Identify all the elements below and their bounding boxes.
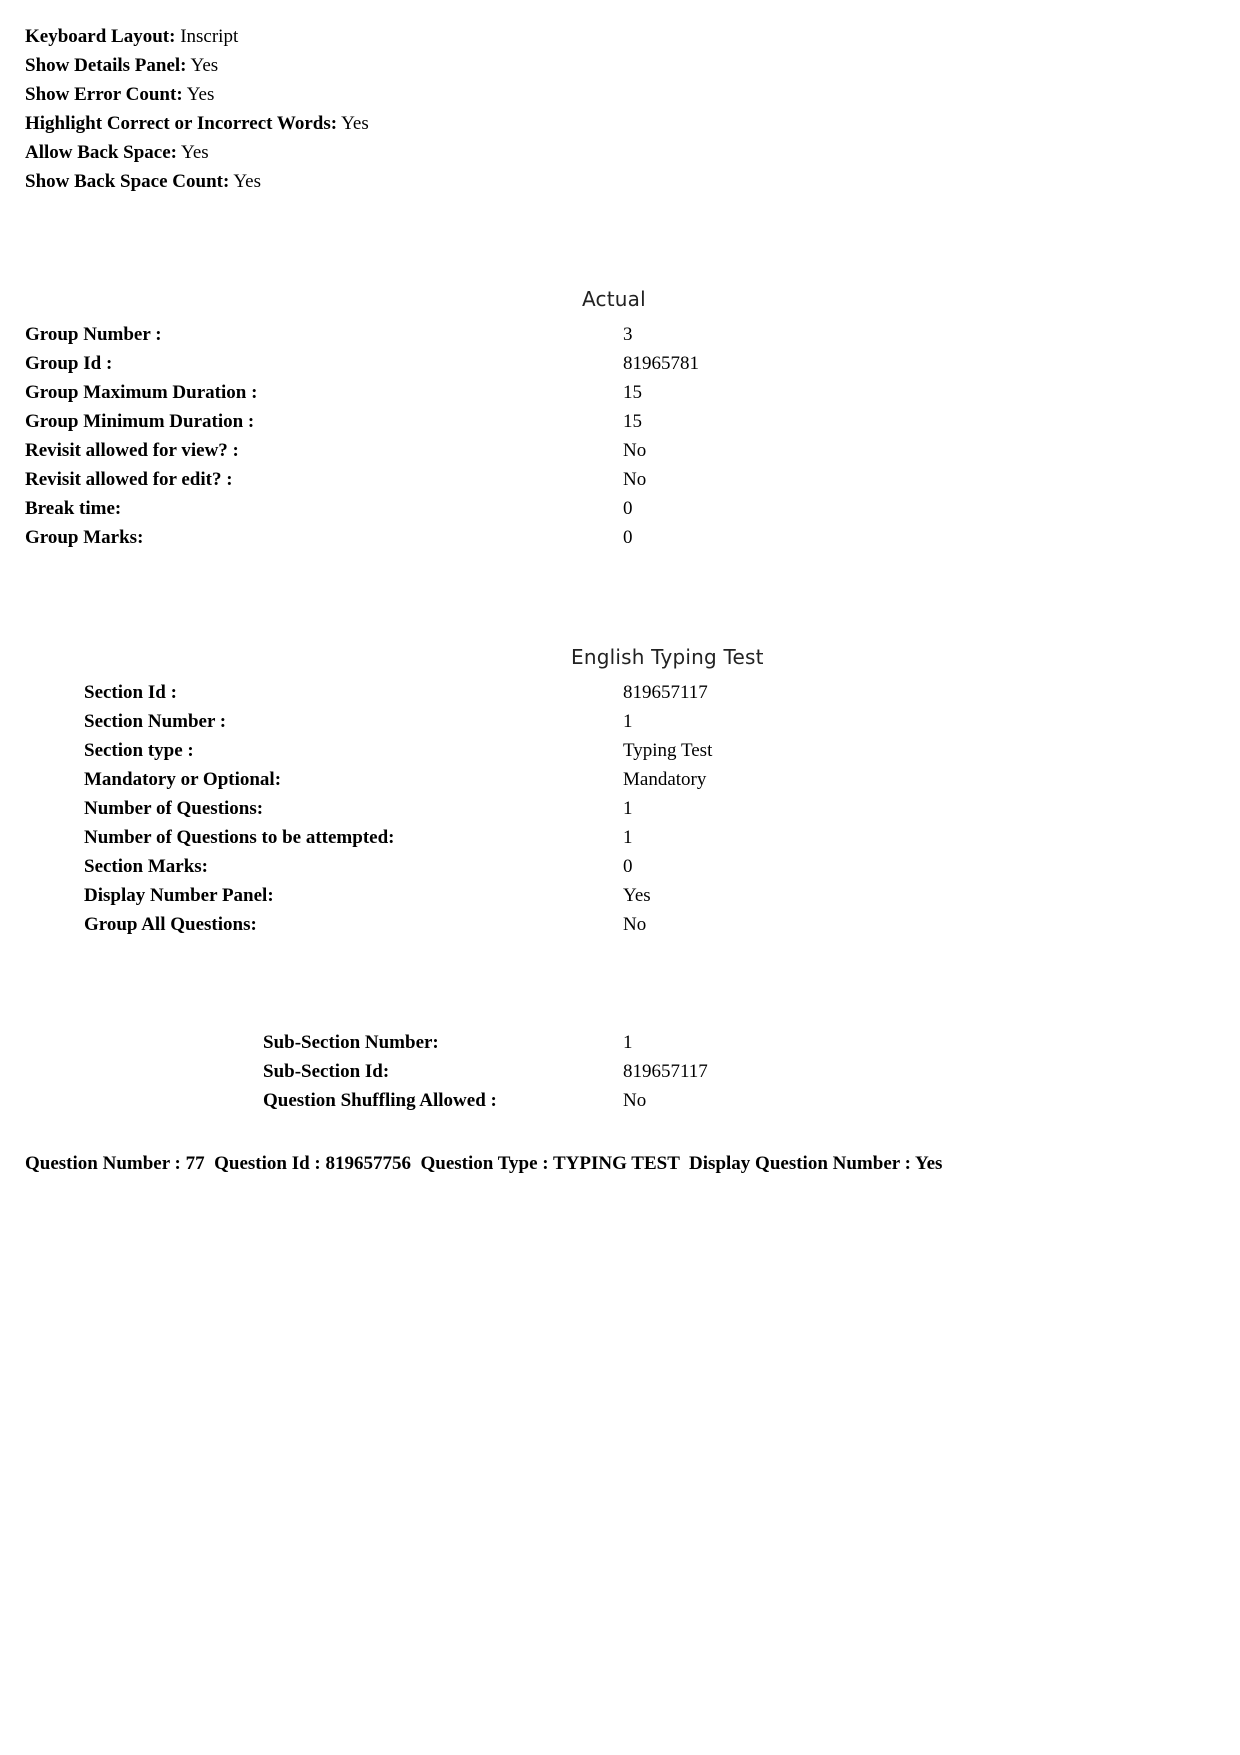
row-label: Sub-Section Id:: [263, 1061, 390, 1082]
setting-value: Yes: [181, 142, 209, 163]
question-info-line: Question Number : 77 Question Id : 819657756 Question Type : TYPING TEST Display Question Number : Yes: [25, 1153, 943, 1174]
setting-show-back-space-count: [25, 169, 261, 195]
setting-label: Keyboard Layout:: [25, 26, 176, 47]
row-value: 81965781: [623, 353, 699, 374]
row-label: Group Marks:: [25, 527, 144, 548]
row-value: 0: [623, 527, 633, 548]
setting-value: Yes: [341, 113, 369, 134]
row-label: Break time:: [25, 498, 122, 519]
row-value: Yes: [623, 885, 651, 906]
group-heading: Actual: [582, 287, 646, 311]
row-value: 1: [623, 1032, 633, 1053]
setting-value: Yes: [190, 55, 219, 76]
row-value: 15: [623, 411, 642, 432]
row-label: Mandatory or Optional:: [84, 769, 282, 790]
row-value: 15: [623, 382, 642, 403]
row-value: No: [623, 914, 647, 935]
setting-show-error-count: [25, 82, 214, 108]
row-label: Group Maximum Duration :: [25, 382, 258, 403]
row-value: Typing Test: [623, 740, 713, 761]
setting-value: Yes: [233, 171, 261, 192]
row-label: Section Marks:: [84, 856, 209, 877]
setting-label: Show Details Panel:: [25, 55, 187, 76]
section-heading: English Typing Test: [571, 645, 764, 669]
row-value: 0: [623, 856, 633, 877]
row-value: 1: [623, 711, 633, 732]
setting-label: Show Back Space Count:: [25, 171, 230, 192]
setting-highlight-words: [25, 111, 369, 137]
row-label: Question Shuffling Allowed :: [263, 1090, 497, 1111]
setting-value: Inscript: [180, 26, 239, 47]
row-label: Display Number Panel:: [84, 885, 274, 906]
row-label: Revisit allowed for view? :: [25, 440, 239, 461]
row-label: Group All Questions:: [84, 914, 257, 935]
row-label: Section Number :: [84, 711, 227, 732]
row-label: Group Id :: [25, 353, 113, 374]
row-value: No: [623, 469, 647, 490]
setting-allow-back-space: [25, 140, 209, 166]
row-value: 1: [623, 798, 633, 819]
row-value: 819657117: [623, 682, 708, 703]
row-value: 819657117: [623, 1061, 708, 1082]
row-label: Revisit allowed for edit? :: [25, 469, 233, 490]
row-value: 3: [623, 324, 633, 345]
row-label: Group Number :: [25, 324, 162, 345]
row-value: 0: [623, 498, 633, 519]
setting-label: Highlight Correct or Incorrect Words:: [25, 113, 338, 134]
setting-label: Show Error Count:: [25, 84, 183, 105]
setting-show-details-panel: [25, 53, 218, 79]
row-value: No: [623, 1090, 647, 1111]
row-label: Section type :: [84, 740, 194, 761]
row-label: Sub-Section Number:: [263, 1032, 439, 1053]
row-label: Number of Questions to be attempted:: [84, 827, 395, 848]
row-value: Mandatory: [623, 769, 707, 790]
row-label: Number of Questions:: [84, 798, 264, 819]
row-value: No: [623, 440, 647, 461]
row-label: Section Id :: [84, 682, 177, 703]
row-label: Group Minimum Duration :: [25, 411, 255, 432]
row-value: 1: [623, 827, 633, 848]
setting-value: Yes: [186, 84, 215, 105]
setting-label: Allow Back Space:: [25, 142, 177, 163]
setting-keyboard-layout: [25, 24, 238, 50]
